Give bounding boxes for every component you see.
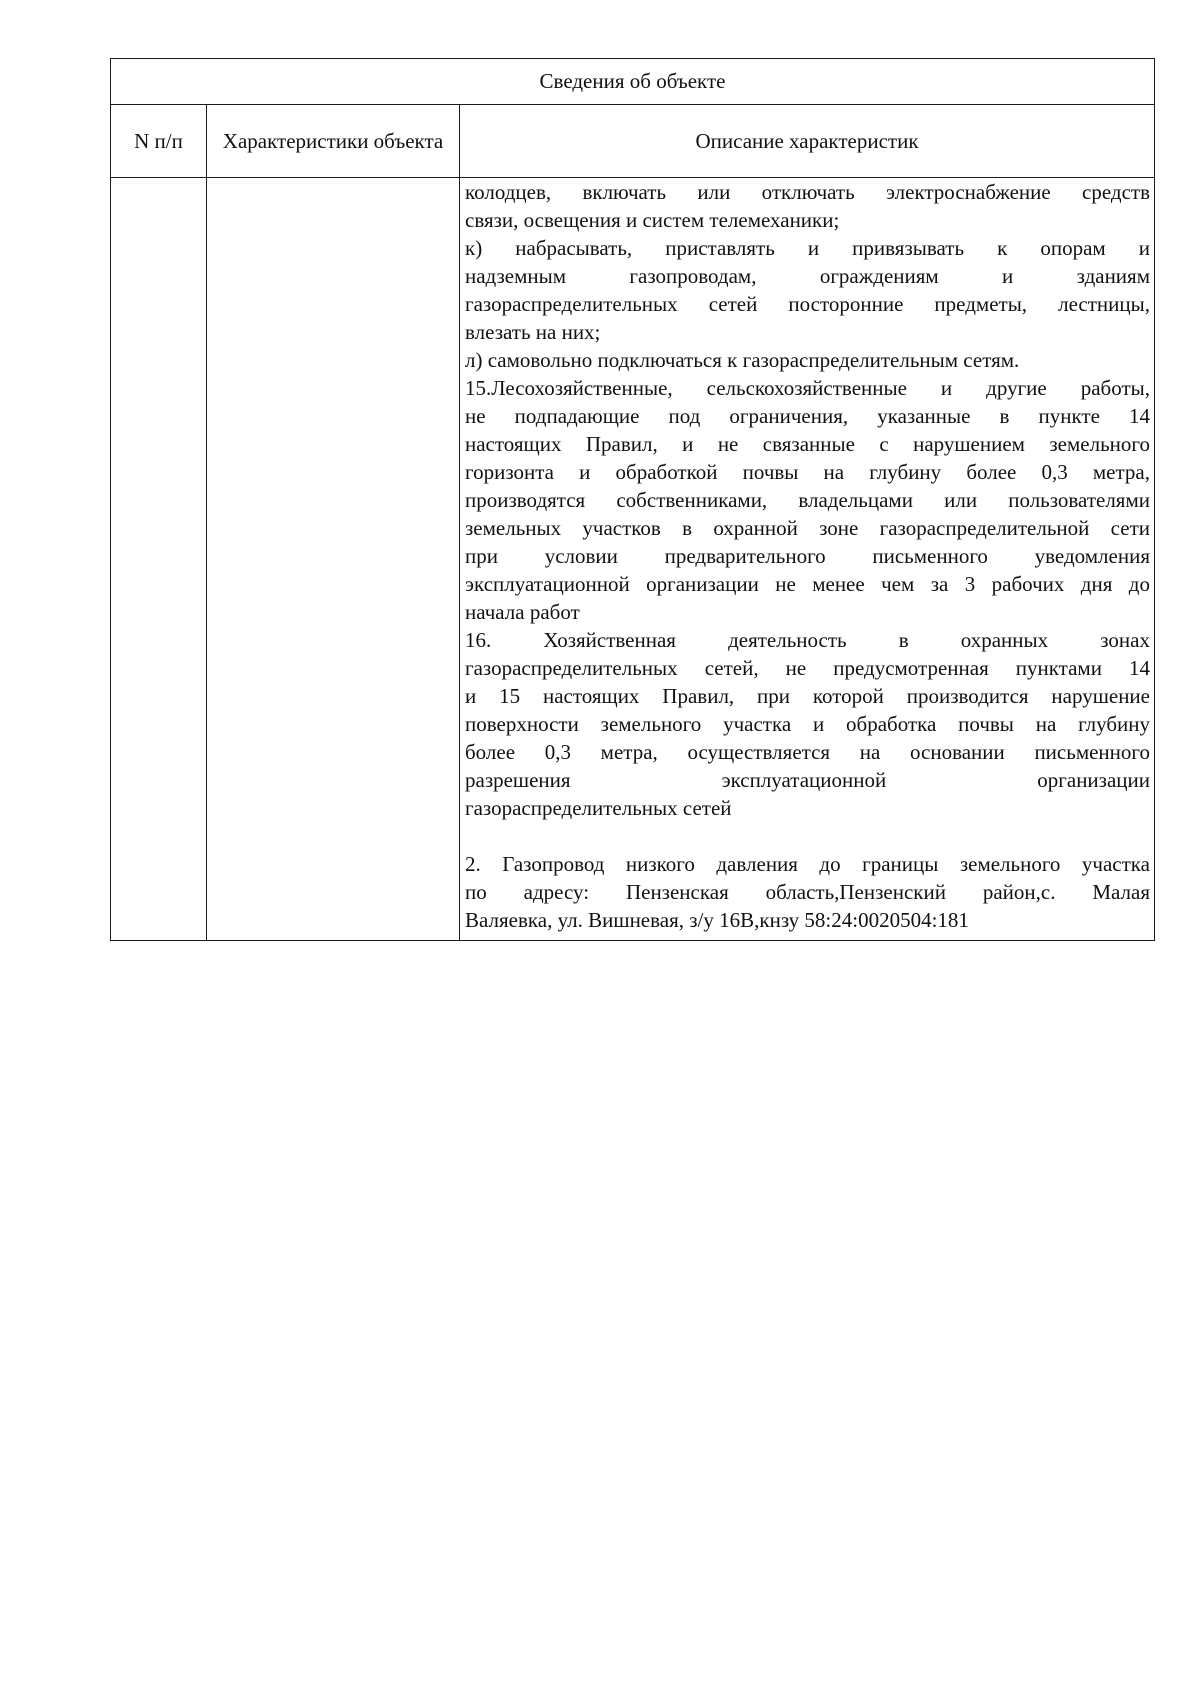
description-line: и 15 настоящих Правил, при которой производится нарушение — [465, 684, 1150, 708]
description-text — [465, 178, 1150, 934]
description-line: влезать на них; — [465, 320, 601, 344]
description-line: связи, освещения и систем телемеханики; — [465, 208, 840, 232]
description-line: по адресу: Пензенская область,Пензенский район,с. Малая — [465, 880, 1150, 904]
table-row — [111, 178, 1155, 941]
description-line: 2. Газопровод низкого давления до границы земельного участка — [465, 852, 1150, 876]
description-line: газораспределительных сетей, не предусмотренная пунктами 14 — [465, 656, 1150, 680]
column-header-number: N п/п — [111, 105, 207, 178]
description-line: поверхности земельного участка и обработка почвы на глубину — [465, 712, 1150, 736]
table-title-row — [111, 59, 1155, 105]
description-line: надземным газопроводам, ограждениям и зданиям — [465, 264, 1150, 288]
description-line: начала работ — [465, 600, 580, 624]
table-title: Сведения об объекте — [111, 59, 1155, 105]
description-line: 16. Хозяйственная деятельность в охранных зонах — [465, 628, 1150, 652]
description-line: к) набрасывать, приставлять и привязывать к опорам и — [465, 236, 1150, 260]
column-header-description: Описание характеристик — [460, 105, 1155, 178]
row-number-cell — [111, 178, 207, 941]
description-line: не подпадающие под ограничения, указанные в пункте 14 — [465, 404, 1150, 428]
column-header-characteristics: Характеристики объекта — [207, 105, 460, 178]
description-line: Валяевка, ул. Вишневая, з/у 16В,кнзу 58:24:0020504:181 — [465, 908, 969, 932]
row-characteristics-cell — [207, 178, 460, 941]
description-line: настоящих Правил, и не связанные с нарушением земельного — [465, 432, 1150, 456]
description-line: 15.Лесохозяйственные, сельскохозяйственные и другие работы, — [465, 376, 1150, 400]
object-info-table — [110, 58, 1155, 941]
description-line: при условии предварительного письменного уведомления — [465, 544, 1150, 568]
description-line: производятся собственниками, владельцами или пользователями — [465, 488, 1150, 512]
description-line: горизонта и обработкой почвы на глубину более 0,3 метра, — [465, 460, 1150, 484]
table-header-row — [111, 105, 1155, 178]
description-line — [465, 822, 1150, 850]
description-line: земельных участков в охранной зоне газораспределительной сети — [465, 516, 1150, 540]
description-line: колодцев, включать или отключать электроснабжение средств — [465, 180, 1150, 204]
description-line: газораспределительных сетей посторонние предметы, лестницы, — [465, 292, 1150, 316]
description-line: л) самовольно подключаться к газораспределительным сетям. — [465, 348, 1020, 372]
description-line: разрешения эксплуатационной организации — [465, 768, 1150, 792]
description-line: газораспределительных сетей — [465, 796, 732, 820]
description-line: более 0,3 метра, осуществляется на основании письменного — [465, 740, 1150, 764]
description-line: эксплуатационной организации не менее чем за 3 рабочих дня до — [465, 572, 1150, 596]
row-description-cell — [460, 178, 1155, 941]
